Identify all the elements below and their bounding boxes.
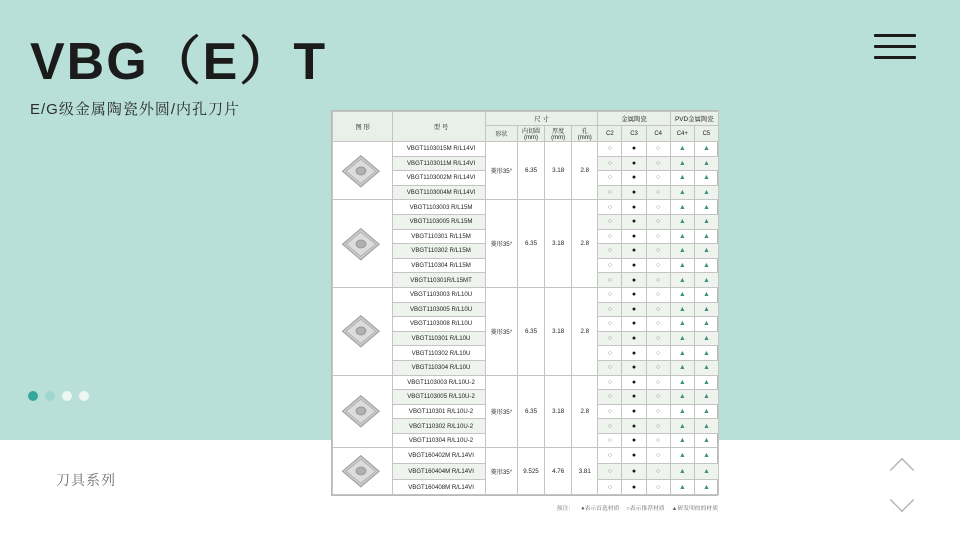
header-thickness: [545, 126, 572, 142]
cell-grade-c3: ●: [622, 433, 646, 448]
cell-grade-c4: ○: [646, 448, 670, 464]
cell-inscribed: 9.525: [517, 448, 544, 495]
cell-grade-c4: ○: [646, 390, 670, 405]
cell-grade-c2: ○: [598, 273, 622, 288]
footer-series-label: 刀具系列: [56, 472, 116, 488]
cell-grade-c4: ○: [646, 258, 670, 273]
cell-grade-c2: ○: [598, 331, 622, 346]
cell-grade-c2: ○: [598, 229, 622, 244]
cell-grade-c3: ●: [622, 390, 646, 405]
cell-grade-c3: ●: [622, 419, 646, 434]
cell-grade-c2: ○: [598, 171, 622, 186]
cell-grade-c4: ○: [646, 317, 670, 332]
cell-grade-c5: ▲: [694, 433, 718, 448]
header-grade-c5: C5: [694, 126, 718, 142]
header-form: 形状: [485, 126, 517, 142]
insert-shape-icon: [333, 142, 393, 200]
cell-form: 菱形35°: [485, 200, 517, 288]
cell-grade-c4: ○: [646, 229, 670, 244]
cell-grade-c4plus: ▲: [670, 317, 694, 332]
cell-grade-c5: ▲: [694, 273, 718, 288]
cell-grade-c4plus: ▲: [670, 229, 694, 244]
cell-grade-c2: ○: [598, 302, 622, 317]
cell-grade-c2: ○: [598, 214, 622, 229]
cell-model: VBGT110301 R/L15M: [393, 229, 485, 244]
cell-grade-c2: ○: [598, 479, 622, 495]
header-inscribed-line1: 内切圆: [522, 129, 541, 135]
cell-model: VBGT1103005 R/L15M: [393, 214, 485, 229]
cell-grade-c3: ●: [622, 464, 646, 480]
cell-grade-c5: ▲: [694, 244, 718, 259]
cell-grade-c5: ▲: [694, 448, 718, 464]
cell-grade-c2: ○: [598, 185, 622, 200]
cell-model: VBGT110304 R/L15M: [393, 258, 485, 273]
cell-grade-c4: ○: [646, 302, 670, 317]
legend-item-1: ●表示首选材质: [581, 506, 620, 512]
cell-form: 菱形35°: [485, 142, 517, 200]
cell-grade-c3: ●: [622, 214, 646, 229]
cell-hole: 2.8: [572, 287, 598, 375]
page-title: VBG（E）T: [30, 33, 328, 91]
pagination-dot-2[interactable]: [45, 391, 55, 401]
cell-grade-c4: ○: [646, 419, 670, 434]
cell-thickness: 3.18: [545, 375, 572, 448]
pagination-dot-1[interactable]: [28, 391, 38, 401]
cell-grade-c3: ●: [622, 287, 646, 302]
cell-grade-c4plus: ▲: [670, 331, 694, 346]
cell-inscribed: 6.35: [517, 287, 544, 375]
cell-grade-c5: ▲: [694, 200, 718, 215]
cell-inscribed: 6.35: [517, 375, 544, 448]
header-dimension-group: 尺 寸: [485, 112, 598, 126]
header-grade-c2: C2: [598, 126, 622, 142]
cell-grade-c4plus: ▲: [670, 185, 694, 200]
spec-table: [332, 111, 719, 495]
cell-grade-c4plus: ▲: [670, 244, 694, 259]
cell-model: VBGT1103015M R/L14VI: [393, 142, 485, 157]
header-hole: [572, 126, 598, 142]
cell-thickness: 3.18: [545, 142, 572, 200]
header-inscribed-line2: (mm): [524, 135, 538, 141]
header-shape: 图 形: [333, 112, 393, 142]
cell-grade-c5: ▲: [694, 317, 718, 332]
cell-grade-c4: ○: [646, 287, 670, 302]
cell-hole: 2.8: [572, 375, 598, 448]
cell-thickness: 3.18: [545, 200, 572, 288]
cell-grade-c3: ●: [622, 331, 646, 346]
cell-grade-c4plus: ▲: [670, 433, 694, 448]
cell-grade-c2: ○: [598, 404, 622, 419]
cell-model: VBGT160402M R/L14VI: [393, 448, 485, 464]
table-row: [333, 142, 719, 157]
cell-grade-c4: ○: [646, 273, 670, 288]
cell-grade-c4plus: ▲: [670, 273, 694, 288]
table-row: [333, 375, 719, 390]
table-header-row-top: [333, 112, 719, 126]
cell-grade-c5: ▲: [694, 331, 718, 346]
cell-model: VBGT1103003 R/L10U-2: [393, 375, 485, 390]
cell-grade-c4plus: ▲: [670, 375, 694, 390]
cell-model: VBGT110302 R/L10U: [393, 346, 485, 361]
cell-model: VBGT160408M R/L14VI: [393, 479, 485, 495]
legend-item-2: ○表示推荐材质: [626, 506, 665, 512]
cell-model: VBGT1103004M R/L14VI: [393, 185, 485, 200]
cell-grade-c5: ▲: [694, 419, 718, 434]
cell-grade-c5: ▲: [694, 346, 718, 361]
cell-grade-c4: ○: [646, 200, 670, 215]
cell-grade-c4: ○: [646, 479, 670, 495]
cell-grade-c4: ○: [646, 142, 670, 157]
cell-grade-c3: ●: [622, 229, 646, 244]
cell-grade-c5: ▲: [694, 375, 718, 390]
cell-grade-c5: ▲: [694, 464, 718, 480]
cell-grade-c4: ○: [646, 433, 670, 448]
page-subtitle: E/G级金属陶瓷外圆/内孔刀片: [30, 101, 241, 118]
cell-form: 菱形35°: [485, 287, 517, 375]
cell-grade-c2: ○: [598, 448, 622, 464]
cell-grade-c3: ●: [622, 156, 646, 171]
cell-hole: 2.8: [572, 200, 598, 288]
cell-grade-c4: ○: [646, 171, 670, 186]
header-pvd-group: PVD金属陶瓷: [670, 112, 718, 126]
cell-form: 菱形35°: [485, 375, 517, 448]
cell-grade-c2: ○: [598, 433, 622, 448]
header-thickness-line2: (mm): [551, 135, 566, 141]
legend-prefix: 预注：: [556, 506, 575, 512]
header-grade-c4: C4: [646, 126, 670, 142]
pagination-dot-3[interactable]: [62, 391, 72, 401]
insert-shape-icon: [333, 287, 393, 375]
cell-grade-c2: ○: [598, 156, 622, 171]
cell-grade-c3: ●: [622, 360, 646, 375]
header-model: 型 号: [393, 112, 485, 142]
cell-grade-c4: ○: [646, 244, 670, 259]
cell-grade-c5: ▲: [694, 142, 718, 157]
cell-grade-c5: ▲: [694, 156, 718, 171]
cell-grade-c3: ●: [622, 302, 646, 317]
cell-grade-c4plus: ▲: [670, 287, 694, 302]
cell-model: VBGT1103011M R/L14VI: [393, 156, 485, 171]
cell-grade-c4plus: ▲: [670, 346, 694, 361]
cell-model: VBGT110301 R/L10U: [393, 331, 485, 346]
cell-model: VBGT1103008 R/L10U: [393, 317, 485, 332]
cell-model: VBGT110302 R/L15M: [393, 244, 485, 259]
cell-grade-c4plus: ▲: [670, 479, 694, 495]
cell-grade-c5: ▲: [694, 258, 718, 273]
header-hole-line1: 孔: [581, 129, 588, 135]
cell-grade-c4: ○: [646, 331, 670, 346]
header-thickness-line1: 厚度: [552, 129, 565, 135]
header-inscribed: [517, 126, 544, 142]
cell-grade-c2: ○: [598, 390, 622, 405]
header-cermet-group: 金属陶瓷: [598, 112, 670, 126]
cell-grade-c4plus: ▲: [670, 156, 694, 171]
cell-grade-c4plus: ▲: [670, 214, 694, 229]
cell-model: VBGT1103003 R/L15M: [393, 200, 485, 215]
cell-inscribed: 6.35: [517, 142, 544, 200]
cell-grade-c2: ○: [598, 142, 622, 157]
cell-grade-c4plus: ▲: [670, 404, 694, 419]
cell-grade-c5: ▲: [694, 214, 718, 229]
cell-grade-c5: ▲: [694, 171, 718, 186]
cell-model: VBGT110301R/L15MT: [393, 273, 485, 288]
header-hole-line2: (mm): [577, 135, 592, 141]
cell-grade-c5: ▲: [694, 404, 718, 419]
cell-grade-c5: ▲: [694, 360, 718, 375]
cell-grade-c4plus: ▲: [670, 360, 694, 375]
cell-grade-c5: ▲: [694, 185, 718, 200]
cell-grade-c3: ●: [622, 200, 646, 215]
cell-grade-c3: ●: [622, 375, 646, 390]
cell-grade-c4: ○: [646, 214, 670, 229]
cell-model: VBGT110301 R/L10U-2: [393, 404, 485, 419]
table-body: [333, 142, 719, 495]
cell-model: VBGT110302 R/L10U-2: [393, 419, 485, 434]
cell-model: VBGT1103005 R/L10U-2: [393, 390, 485, 405]
cell-thickness: 3.18: [545, 287, 572, 375]
table-row: [333, 448, 719, 464]
pagination-dot-4[interactable]: [79, 391, 89, 401]
cell-grade-c4plus: ▲: [670, 448, 694, 464]
cell-model: VBGT110304 R/L10U: [393, 360, 485, 375]
cell-grade-c3: ●: [622, 273, 646, 288]
cell-grade-c4plus: ▲: [670, 258, 694, 273]
cell-grade-c4plus: ▲: [670, 390, 694, 405]
cell-grade-c3: ●: [622, 171, 646, 186]
slide-navigation[interactable]: [880, 452, 924, 514]
spec-table-card: [331, 110, 718, 496]
cell-grade-c4: ○: [646, 404, 670, 419]
cell-grade-c4plus: ▲: [670, 419, 694, 434]
cell-grade-c3: ●: [622, 244, 646, 259]
insert-shape-icon: [333, 200, 393, 288]
cell-grade-c3: ●: [622, 479, 646, 495]
cell-inscribed: 6.35: [517, 200, 544, 288]
cell-grade-c2: ○: [598, 419, 622, 434]
table-legend: [331, 503, 718, 512]
pagination-dots[interactable]: [28, 391, 89, 401]
chevron-down-icon[interactable]: [883, 492, 921, 514]
cell-grade-c5: ▲: [694, 229, 718, 244]
cell-grade-c5: ▲: [694, 287, 718, 302]
insert-shape-icon: [333, 448, 393, 495]
cell-grade-c4: ○: [646, 464, 670, 480]
cell-grade-c2: ○: [598, 346, 622, 361]
cell-grade-c4plus: ▲: [670, 302, 694, 317]
cell-grade-c3: ●: [622, 258, 646, 273]
cell-grade-c4plus: ▲: [670, 464, 694, 480]
header-grade-c3: C3: [622, 126, 646, 142]
cell-grade-c2: ○: [598, 244, 622, 259]
cell-model: VBGT110304 R/L10U-2: [393, 433, 485, 448]
cell-grade-c2: ○: [598, 287, 622, 302]
cell-grade-c3: ●: [622, 448, 646, 464]
cell-grade-c5: ▲: [694, 479, 718, 495]
cell-grade-c4: ○: [646, 375, 670, 390]
cell-grade-c4plus: ▲: [670, 142, 694, 157]
cell-grade-c2: ○: [598, 464, 622, 480]
cell-hole: 3.81: [572, 448, 598, 495]
cell-grade-c3: ●: [622, 142, 646, 157]
cell-model: VBGT1103002M R/L14VI: [393, 171, 485, 186]
insert-shape-icon: [333, 375, 393, 448]
table-row: [333, 200, 719, 215]
cell-hole: 2.8: [572, 142, 598, 200]
cell-grade-c2: ○: [598, 317, 622, 332]
chevron-up-icon[interactable]: [883, 452, 921, 474]
cell-grade-c3: ●: [622, 404, 646, 419]
cell-grade-c4plus: ▲: [670, 171, 694, 186]
cell-grade-c4: ○: [646, 156, 670, 171]
table-row: [333, 287, 719, 302]
legend-item-3: ▲研发叩的的材质: [671, 506, 718, 512]
cell-grade-c2: ○: [598, 258, 622, 273]
cell-grade-c4: ○: [646, 185, 670, 200]
cell-thickness: 4.76: [545, 448, 572, 495]
cell-grade-c3: ●: [622, 346, 646, 361]
cell-grade-c2: ○: [598, 360, 622, 375]
cell-grade-c4: ○: [646, 360, 670, 375]
cell-grade-c5: ▲: [694, 390, 718, 405]
cell-form: 菱形35°: [485, 448, 517, 495]
cell-grade-c2: ○: [598, 200, 622, 215]
cell-model: VBGT160404M R/L14VI: [393, 464, 485, 480]
cell-model: VBGT1103005 R/L10U: [393, 302, 485, 317]
hamburger-menu-icon[interactable]: [874, 34, 916, 62]
header-grade-c4plus: C4+: [670, 126, 694, 142]
cell-grade-c5: ▲: [694, 302, 718, 317]
cell-grade-c4: ○: [646, 346, 670, 361]
cell-grade-c2: ○: [598, 375, 622, 390]
cell-grade-c3: ●: [622, 317, 646, 332]
cell-model: VBGT1103003 R/L10U: [393, 287, 485, 302]
cell-grade-c4plus: ▲: [670, 200, 694, 215]
cell-grade-c3: ●: [622, 185, 646, 200]
